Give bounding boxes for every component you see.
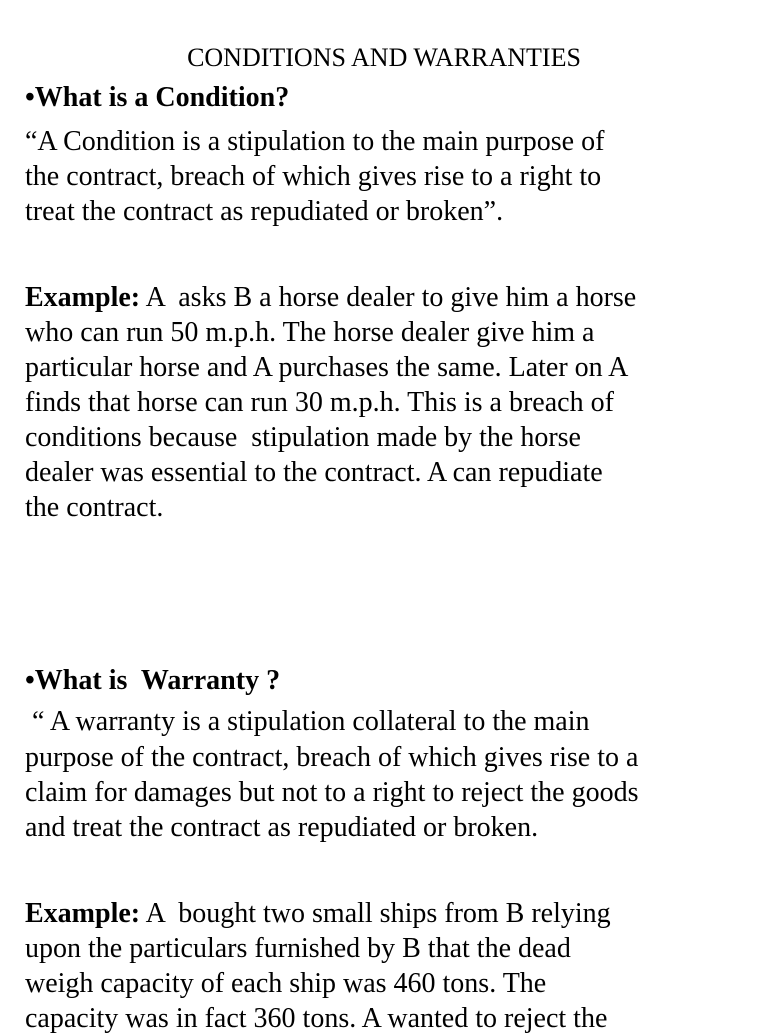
condition-example-line: dealer was essential to the contract. A can repudiate (25, 457, 603, 488)
condition-example-line: particular horse and A purchases the same. Later on A (25, 352, 629, 383)
condition-example-line: the contract. (25, 492, 164, 523)
warranty-example-line: capacity was in fact 360 tons. A wanted to reject the (25, 1003, 608, 1034)
warranty-definition-line: claim for damages but not to a right to reject the goods (25, 777, 639, 808)
condition-example-line: conditions because stipulation made by the horse (25, 422, 581, 453)
condition-heading-text: •What is a Condition? (25, 82, 290, 113)
warranty-example-line: upon the particulars furnished by B that the dead (25, 933, 571, 964)
warranty-example-line: weigh capacity of each ship was 460 tons. The (25, 968, 547, 999)
warranty-heading-text: •What is Warranty ? (25, 665, 281, 696)
example-text: A asks B a horse dealer to give him a horse (140, 282, 637, 313)
warranty-definition-line: “ A warranty is a stipulation collateral to the main (25, 706, 590, 737)
example-label: Example: (25, 282, 141, 313)
condition-example-line: finds that horse can run 30 m.p.h. This is a breach of (25, 387, 614, 418)
warranty-heading (25, 663, 280, 698)
warranty-example-line (25, 896, 611, 931)
example-label: Example: (25, 898, 141, 929)
condition-example-line (25, 280, 636, 315)
page-title: CONDITIONS AND WARRANTIES (187, 43, 581, 72)
condition-example-line: who can run 50 m.p.h. The horse dealer give him a (25, 317, 595, 348)
condition-definition-line: the contract, breach of which gives rise to a right to (25, 161, 602, 192)
example-text: A bought two small ships from B relying (140, 898, 611, 929)
condition-heading (25, 80, 289, 115)
warranty-definition-line: and treat the contract as repudiated or broken. (25, 812, 539, 843)
condition-definition-line: “A Condition is a stipulation to the main purpose of (25, 126, 605, 157)
condition-definition-line: treat the contract as repudiated or broken”. (25, 196, 504, 227)
warranty-definition-line: purpose of the contract, breach of which gives rise to a (25, 742, 639, 773)
